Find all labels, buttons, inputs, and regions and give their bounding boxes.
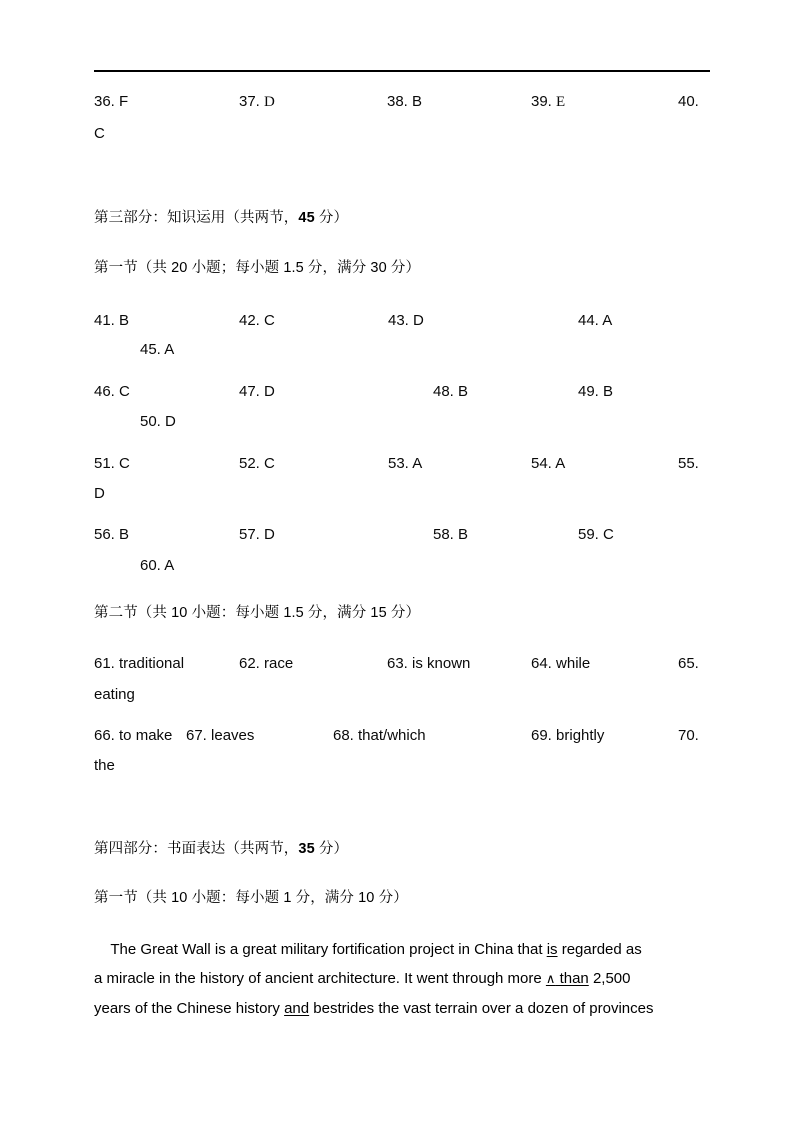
answer-item-39-number: 39. (531, 93, 557, 110)
answer-item-54: 54. A (531, 455, 566, 472)
answer-item-43: 43. D (388, 312, 424, 329)
essay-line-1-part-a: The Great Wall is a great military fortification project in China that (94, 941, 547, 958)
answer-item-60: 60. A (140, 557, 175, 574)
answer-item-67: 67. leaves (186, 727, 255, 744)
answer-item-46: 46. C (94, 383, 130, 400)
answer-item-65: 65. (678, 655, 699, 672)
answer-item-53: 53. A (388, 455, 423, 472)
essay-line-2 (94, 964, 714, 995)
answer-item-50: 50. D (140, 413, 176, 430)
answer-item-57: 57. D (239, 526, 275, 543)
essay-line-1-part-b: regarded as (557, 941, 642, 958)
answer-item-64: 64. while (531, 655, 591, 672)
part-three-title (94, 208, 348, 228)
essay-line-1-underline: is (546, 941, 558, 958)
answer-item-59: 59. C (578, 526, 614, 543)
answer-item-40-wrap: C (94, 125, 105, 142)
answer-item-48: 48. B (433, 383, 469, 400)
essay-line-3 (94, 994, 714, 1024)
answer-item-37-letter: D (264, 94, 275, 110)
part-three-section-one-subtitle: 第一节（共 20 小题；每小题 1.5 分，满分 30 分） (94, 260, 421, 276)
answer-item-58: 58. B (433, 526, 469, 543)
essay-line-3-part-a: years of the Chinese history (94, 1000, 285, 1017)
caret-insert-icon: ∧ (545, 972, 556, 987)
answer-item-56: 56. B (94, 526, 130, 543)
part-three-title-text: 第三部分：知识运用（共两节， (94, 210, 299, 226)
essay-line-3-part-b: bestrides the vast terrain over a dozen of provinces (309, 1000, 654, 1017)
answer-item-70-wrap: the (94, 757, 115, 774)
answer-item-61: 61. traditional (94, 655, 185, 672)
header-divider (94, 70, 710, 72)
essay-line-2-part-b: 2,500 (588, 970, 631, 987)
answer-item-69: 69. brightly (531, 727, 605, 744)
answer-item-52: 52. C (239, 455, 275, 472)
answer-item-40: 40. (678, 93, 699, 110)
essay-line-2-underline: than (555, 970, 589, 987)
answer-item-49: 49. B (578, 383, 614, 400)
answer-item-55: 55. (678, 455, 699, 472)
answer-item-55-wrap: D (94, 485, 105, 502)
answer-item-66: 66. to make (94, 727, 173, 744)
part-four-title (94, 839, 348, 859)
part-four-title-score: 35 (298, 841, 315, 857)
part-three-title-tail: 分） (314, 210, 349, 226)
part-four-title-tail: 分） (314, 841, 349, 857)
part-three-section-two-subtitle: 第二节（共 10 小题：每小题 1.5 分，满分 15 分） (94, 605, 421, 621)
answer-item-51: 51. C (94, 455, 130, 472)
part-four-section-one-subtitle: 第一节（共 10 小题：每小题 1 分，满分 10 分） (94, 890, 408, 906)
answer-item-39 (531, 92, 565, 112)
answer-item-42: 42. C (239, 312, 275, 329)
answer-item-37-number: 37. (239, 93, 265, 110)
answer-item-36: 36. F (94, 93, 129, 110)
answer-item-44: 44. A (578, 312, 613, 329)
essay-line-3-underline: and (284, 1000, 310, 1017)
part-four-title-text: 第四部分：书面表达（共两节， (94, 841, 299, 857)
answer-item-68: 68. that/which (333, 727, 426, 744)
answer-item-47: 47. D (239, 383, 275, 400)
part-three-title-score: 45 (298, 210, 315, 226)
answer-item-45: 45. A (140, 341, 175, 358)
essay-line-2-part-a: a miracle in the history of ancient architecture. It went through more (94, 970, 546, 987)
answer-item-38: 38. B (387, 93, 423, 110)
answer-item-39-letter: E (556, 94, 566, 110)
answer-item-62: 62. race (239, 655, 294, 672)
answer-item-65-wrap: eating (94, 686, 135, 703)
answer-item-41: 41. B (94, 312, 130, 329)
essay-line-1 (94, 935, 714, 965)
answer-item-63: 63. is known (387, 655, 471, 672)
answer-item-37 (239, 92, 275, 112)
answer-item-70: 70. (678, 727, 699, 744)
